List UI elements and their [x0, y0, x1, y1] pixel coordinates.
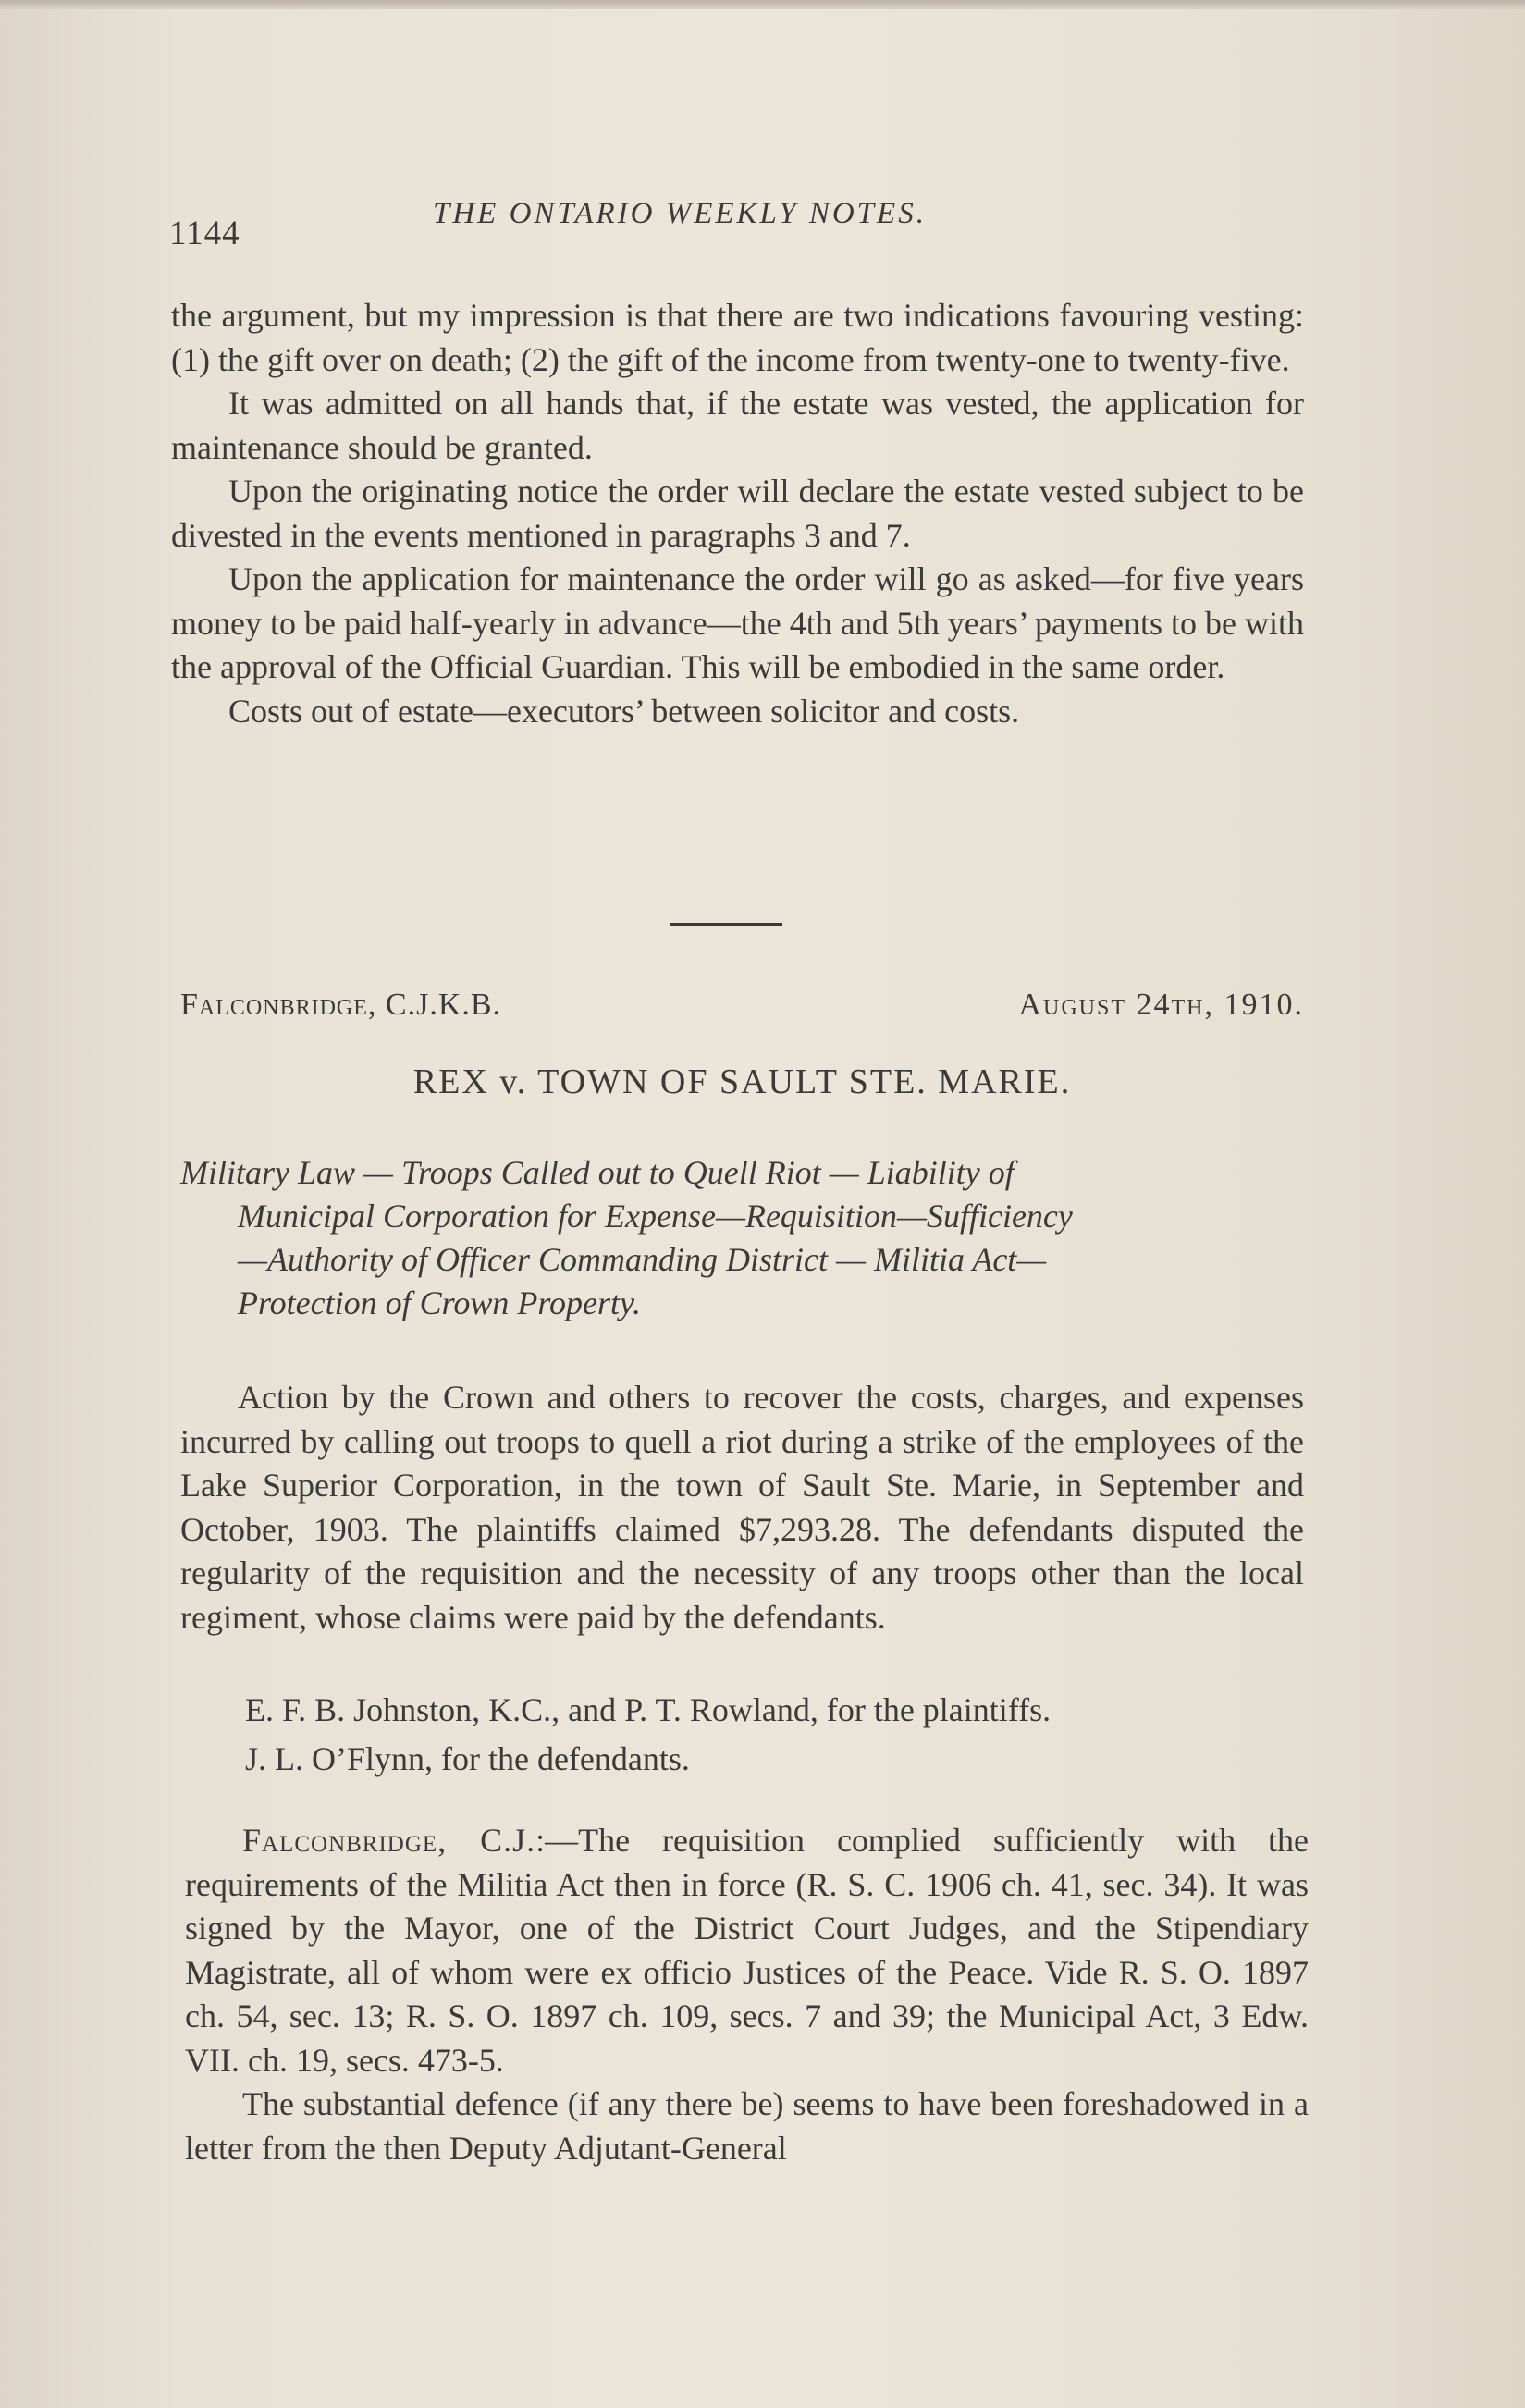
headnote	[180, 1151, 1304, 1325]
headnote-line: —Authority of Officer Commanding District — Militia Act—	[238, 1241, 1047, 1278]
journal-title: THE ONTARIO WEEKLY NOTES.	[433, 197, 927, 230]
counsel-line: J. L. O’Flynn, for the defendants.	[245, 1740, 690, 1777]
headnote-line: Protection of Crown Property.	[238, 1284, 641, 1321]
paragraph: the argument, but my impression is that there are two indications favouring vesting: (1) the gift over on death; (2) the gift of the income from twenty-one to twenty-five.	[171, 297, 1304, 378]
counsel-list	[245, 1686, 1309, 1784]
judgment-text	[185, 1819, 1309, 2170]
paragraph: It was admitted on all hands that, if the estate was vested, the application for maintenance should be granted.	[171, 385, 1304, 466]
paragraph: Costs out of estate—executors’ between solicitor and costs.	[228, 692, 1020, 730]
running-head	[169, 197, 1307, 252]
paragraph: The substantial defence (if any there be) seems to have been foreshadowed in a letter from the then Deputy Adjutant-General	[185, 2085, 1309, 2167]
counsel-line: E. F. B. Johnston, K.C., and P. T. Rowland, for the plaintiffs.	[245, 1691, 1052, 1728]
page-top-edge	[0, 0, 1525, 9]
case-byline	[180, 988, 1304, 1034]
judge-name: Falconbridge, C.J.K.B.	[180, 988, 502, 1022]
judgment-lead: Falconbridge, C.J.	[242, 1822, 536, 1859]
paragraph: Action by the Crown and others to recover the costs, charges, and expenses incurred by calling out troops to quell a riot during a strike of the employees of the Lake Superior Corporation, in the town of Sault Ste. Marie, in September and October, 1903. The plaintiffs claimed $7,293.28. The defendants disputed the regularity of the requisition and the necessity of any troops other than the local regiment, whose claims were paid by the defendants.	[180, 1379, 1304, 1636]
case-summary	[180, 1376, 1304, 1640]
judgment-body: :—The requisition complied sufficiently with the requirements of the Militia Act then in force (R. S. C. 1906 ch. 41, sec. 34). It was signed by the Mayor, one of the District Court Judges, and the Stipendiary Magistrate, all of whom were ex officio Justices of the Peace. Vide R. S. O. 1897 ch. 54, sec. 13; R. S. O. 1897 ch. 109, secs. 7 and 39; the Municipal Act, 3 Edw. VII. ch. 19, secs. 473-5.	[185, 1822, 1309, 2079]
paragraph: Upon the originating notice the order will declare the estate vested subject to be divested in the events mentioned in paragraphs 3 and 7.	[171, 473, 1304, 554]
paragraph: Upon the application for maintenance the order will go as asked—for five years money to be paid half-yearly in advance—the 4th and 5th years’ payments to be with the approval of the Official Guardian. This will be embodied in the same order.	[171, 560, 1304, 685]
headnote-line: Military Law — Troops Called out to Quell Riot — Liability of	[180, 1154, 1015, 1191]
headnote-line: Municipal Corporation for Expense—Requisition—Sufficiency	[238, 1198, 1073, 1235]
decision-date: August 24th, 1910.	[1018, 988, 1304, 1022]
paragraph	[185, 1819, 1309, 2082]
case-title: REX v. TOWN OF SAULT STE. MARIE.	[412, 1063, 1072, 1101]
section-divider	[670, 923, 782, 926]
page-number: 1144	[169, 215, 240, 252]
intro-text	[171, 294, 1304, 733]
